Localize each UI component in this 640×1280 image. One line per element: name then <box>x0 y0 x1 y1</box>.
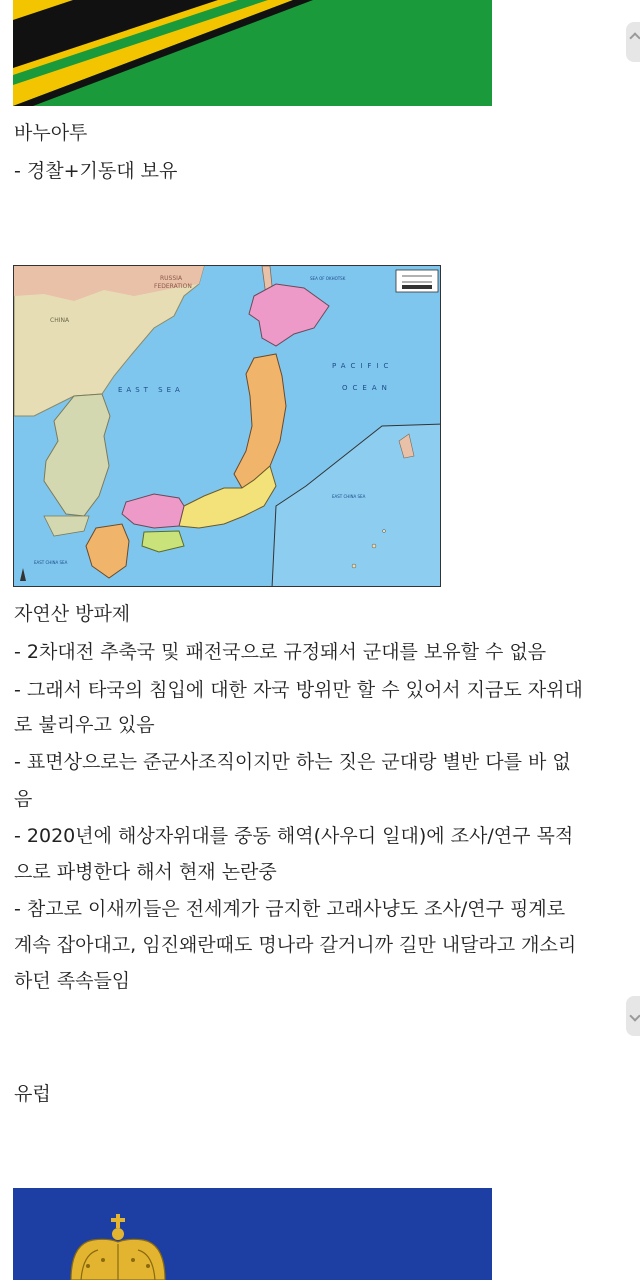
vanuatu-line-1: - 경찰+기동대 보유 <box>14 160 178 182</box>
map-label-pacific: PACIFIC <box>332 362 394 370</box>
vanuatu-heading: 바누아투 <box>14 122 88 144</box>
japan-map-image <box>13 265 441 587</box>
map-label-okhotsk: SEA OF OKHOTSK <box>310 276 346 281</box>
map-label-ocean: OCEAN <box>342 384 392 392</box>
japan-line-9: 계속 잡아대고, 임진왜란때도 명나라 갈거니까 길만 내달라고 개소리 <box>14 934 577 956</box>
vanuatu-flag-image <box>13 0 492 106</box>
japan-line-5: 음 <box>14 788 33 810</box>
japan-line-6: - 2020년에 해상자위대를 중동 해역(사우디 일대)에 조사/연구 목적 <box>14 825 574 847</box>
map-label-russia: RUSSIA <box>160 275 183 282</box>
japan-line-3: 로 불리우고 있음 <box>14 714 155 736</box>
map-label-federation: FEDERATION <box>154 283 192 290</box>
scroll-handle-top[interactable] <box>626 22 640 62</box>
scroll-handle-middle[interactable] <box>626 996 640 1036</box>
japan-line-8: - 참고로 이새끼들은 전세계가 금지한 고래사냥도 조사/연구 핑계로 <box>14 898 566 920</box>
japan-heading: 자연산 방파제 <box>14 603 131 625</box>
japan-line-7: 으로 파병한다 해서 현재 논란중 <box>14 861 277 883</box>
map-label-east-sea: EAST SEA <box>118 386 184 394</box>
japan-line-2: - 그래서 타국의 침입에 대한 자국 방위만 할 수 있어서 지금도 자위대 <box>14 679 583 701</box>
map-label-china: CHINA <box>50 317 70 324</box>
japan-line-4: - 표면상으로는 준군사조직이지만 하는 짓은 군대랑 별반 다를 바 없 <box>14 751 571 773</box>
map-label-east-china-sea-2: EAST CHINA SEA <box>332 494 366 499</box>
japan-line-1: - 2차대전 추축국 및 패전국으로 규정돼서 군대를 보유할 수 없음 <box>14 641 547 663</box>
liechtenstein-flag-image <box>13 1188 492 1280</box>
europe-heading: 유럽 <box>14 1083 51 1105</box>
japan-line-10: 하던 족속들임 <box>14 970 131 992</box>
map-label-east-china-sea-1: EAST CHINA SEA <box>34 560 68 565</box>
